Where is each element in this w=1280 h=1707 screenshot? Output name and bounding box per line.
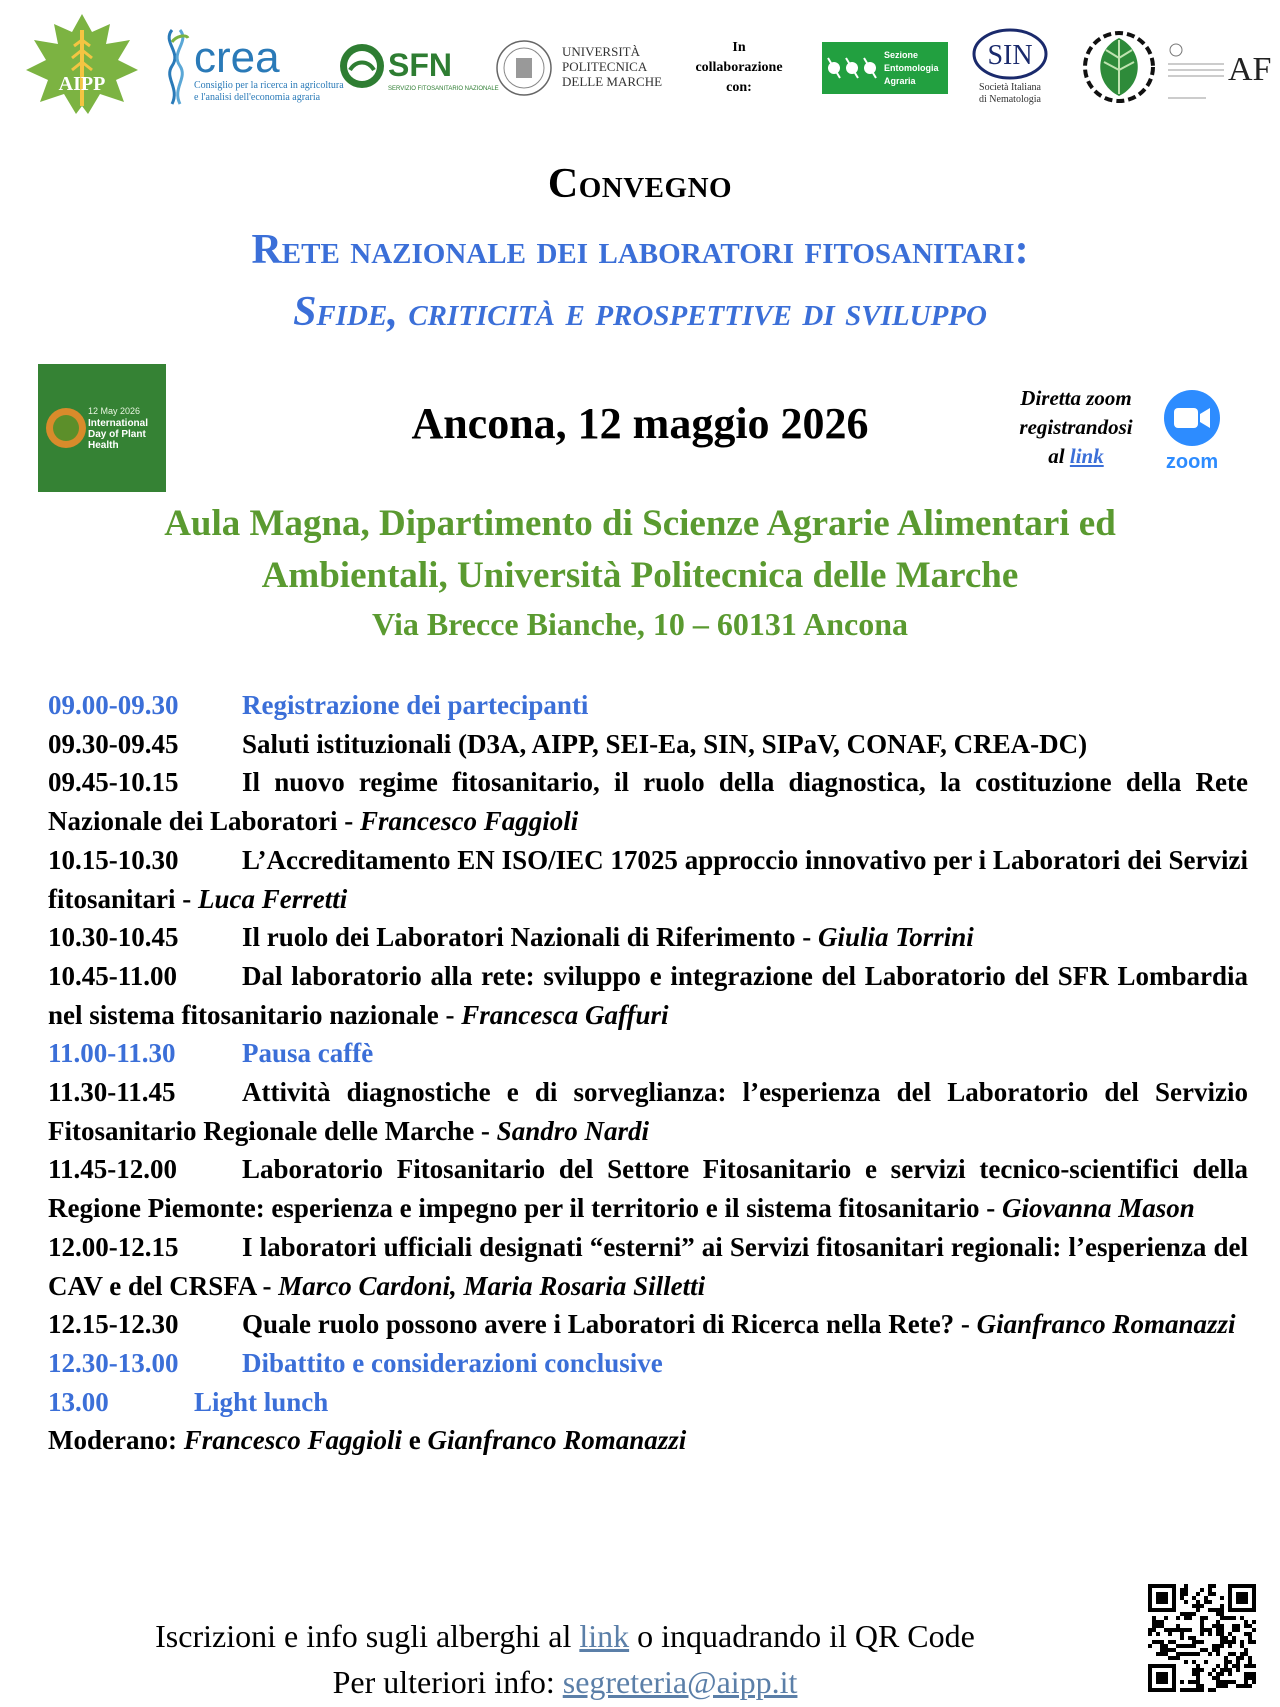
program-time: 09.00-09.30: [48, 690, 179, 720]
crea-logo: [158, 22, 344, 112]
program-time: 10.15-10.30: [48, 844, 179, 875]
zoom-logo: [1154, 388, 1230, 474]
aipp-logo-text: AIPP: [58, 73, 106, 95]
sin-logo-name: SIN: [987, 40, 1033, 71]
program-speaker: Gianfranco Romanazzi: [976, 1309, 1236, 1340]
program-text: L’Accreditamento EN ISO/IEC 17025 approccio innovativo per i Laboratori dei Servizi fitosanitari -: [48, 844, 1248, 914]
zoom-registration-link[interactable]: link: [1069, 444, 1104, 468]
program-text: Light lunch: [194, 1386, 329, 1417]
crea-logo-tag1: Consiglio per la ricerca in agricoltura: [194, 80, 344, 91]
idph-line2: Day of Plant: [88, 429, 146, 440]
footer-line1-suffix: o inquadrando il QR Code: [629, 1618, 975, 1654]
program-row: [48, 725, 1248, 764]
program-row: [48, 763, 1248, 840]
program-row: [48, 918, 1248, 957]
program-row: [48, 1305, 1248, 1344]
univpm-line2: POLITECNICA: [562, 59, 648, 74]
venue-address: Via Brecce Bianche, 10 – 60131 Ancona: [372, 606, 908, 642]
program-text: Il nuovo regime fitosanitario, il ruolo della diagnostica, la costituzione della Rete Nazionale dei Laboratori -: [48, 767, 1248, 837]
sei-line3: Agraria: [884, 76, 916, 86]
sfn-logo-tag: SERVIZIO FITOSANITARIO NAZIONALE: [388, 86, 499, 92]
program-text: Saluti istituzionali (D3A, AIPP, SEI-Ea, SIN, SIPaV, CONAF, CREA-DC): [242, 728, 1088, 759]
sfn-logo: [338, 40, 499, 95]
program-text: Il ruolo dei Laboratori Nazionali di Riferimento -: [242, 922, 818, 953]
moderators-and: e: [402, 1425, 428, 1456]
program-row: [48, 686, 1248, 725]
program-row: [48, 1344, 1248, 1383]
sin-line1: Società Italiana: [979, 82, 1041, 93]
program-time: 11.30-11.45: [48, 1077, 176, 1108]
program-time: 13.00: [48, 1386, 109, 1417]
program-time: 12.15-12.30: [48, 1309, 179, 1340]
registration-link[interactable]: link: [579, 1618, 630, 1654]
collab-line1: In: [732, 40, 746, 55]
sfn-logo-name: SFN: [388, 47, 452, 83]
moderators: [48, 1421, 1248, 1460]
program-speaker: Luca Ferretti: [197, 883, 348, 914]
page-subtitle-2: Sfide, criticità e prospettive di sviluppo: [293, 289, 987, 335]
univpm-line1: UNIVERSITÀ: [562, 44, 640, 59]
footer-line2-prefix: Per ulteriori info:: [332, 1664, 563, 1700]
venue-line1: Aula Magna, Dipartimento di Scienze Agrarie Alimentari ed: [164, 503, 1116, 544]
zoom-info: [1002, 384, 1150, 471]
program-time: 12.30-13.00: [48, 1347, 179, 1378]
program-time: 12.00-12.15: [48, 1231, 179, 1262]
program-text: I laboratori ufficiali designati “esterni” ai Servizi fitosanitari regionali: l’esperienza del CAV e del CRSFA -: [48, 1231, 1248, 1301]
idph-line1: International: [88, 418, 149, 429]
idph-line3: Health: [88, 440, 119, 451]
registration-qr-code[interactable]: [1148, 1584, 1256, 1692]
sin-logo: [968, 26, 1052, 108]
program-text: Laboratorio Fitosanitario del Settore Fitosanitario e servizi tecnico-scientifici della Regione Piemonte: esperienza e impegno per il territorio e il sistema fitosanitario -: [48, 1154, 1248, 1224]
program-speaker: Giovanna Mason: [1002, 1193, 1195, 1224]
program-text: Registrazione dei partecipanti: [242, 690, 589, 720]
program-time: 11.00-11.30: [48, 1038, 176, 1069]
leaf-logo: [1072, 30, 1166, 104]
sei-ea-logo: [822, 42, 948, 94]
footer-line1-prefix: Iscrizioni e info sugli alberghi al: [155, 1618, 580, 1654]
af-logo-text: AF: [1228, 51, 1272, 88]
collab-line2: collaborazione: [695, 60, 783, 75]
zoom-line2: registrandosi: [1019, 415, 1133, 439]
program-row: [48, 841, 1248, 918]
program-text: Pausa caffè: [242, 1038, 374, 1069]
page-title: Convegno: [547, 161, 733, 207]
program-row: [48, 1150, 1248, 1227]
program-text: Attività diagnostiche e di sorveglianza: l’esperienza del Laboratorio del Servizio Fitosanitario Regionale delle Marche -: [48, 1077, 1248, 1146]
collab-line3: con:: [726, 80, 752, 95]
program-row: [48, 1073, 1248, 1150]
program-text: Quale ruolo possono avere i Laboratori di Ricerca nella Rete? -: [242, 1309, 977, 1340]
sin-line2: di Nematologia: [979, 94, 1041, 105]
program-time: 09.30-09.45: [48, 728, 179, 759]
program-speaker: Giulia Torrini: [817, 922, 974, 953]
zoom-line3-prefix: al: [1048, 444, 1070, 468]
program-time: 09.45-10.15: [48, 767, 179, 798]
conaf-logo: [1166, 40, 1272, 104]
footer-registration: [0, 1618, 1130, 1655]
venue-line2: Ambientali, Università Politecnica delle Marche: [261, 555, 1019, 596]
program: [48, 686, 1248, 1460]
aipp-logo: [22, 10, 142, 120]
program-speaker: Francesca Gaffuri: [461, 999, 669, 1030]
program-text: Dibattito e considerazioni conclusive: [242, 1347, 663, 1378]
contact-email-link[interactable]: segreteria@aipp.it: [562, 1664, 798, 1700]
program-row: [48, 1034, 1248, 1073]
moderator-2: Gianfranco Romanazzi: [427, 1425, 687, 1456]
program-time: 10.45-11.00: [48, 960, 178, 991]
idph-date: 12 May 2026: [88, 406, 141, 416]
program-row: [48, 1228, 1248, 1305]
program-time: 11.45-12.00: [48, 1154, 178, 1185]
program-speaker: Francesco Faggioli: [359, 806, 579, 837]
crea-logo-name: crea: [194, 33, 280, 82]
program-row: [48, 1383, 1248, 1422]
collaboration-label: [676, 38, 802, 98]
footer-contact: [0, 1664, 1130, 1701]
sei-line2: Entomologia: [884, 63, 939, 73]
page-subtitle-1: Rete nazionale dei laboratori fitosanitari:: [251, 227, 1029, 273]
program-time: 10.30-10.45: [48, 922, 179, 953]
program-speaker: Sandro Nardi: [496, 1115, 649, 1146]
program-row: [48, 957, 1248, 1034]
sei-line1: Sezione: [884, 50, 919, 60]
univpm-logo: [494, 38, 664, 100]
event-date: Ancona, 12 maggio 2026: [411, 399, 869, 448]
moderator-1: Francesco Faggioli: [183, 1425, 402, 1456]
moderators-label: Moderano:: [48, 1425, 184, 1456]
zoom-logo-text: zoom: [1165, 451, 1219, 473]
program-text: Dal laboratorio alla rete: sviluppo e integrazione del Laboratorio del SFR Lombardia nel sistema fitosanitario nazionale -: [48, 960, 1248, 1030]
program-speaker: Marco Cardoni, Maria Rosaria Silletti: [278, 1270, 706, 1301]
crea-logo-tag2: e l'analisi dell'economia agraria: [194, 92, 321, 103]
zoom-line1: Diretta zoom: [1020, 386, 1132, 410]
univpm-line3: DELLE MARCHE: [562, 74, 663, 89]
